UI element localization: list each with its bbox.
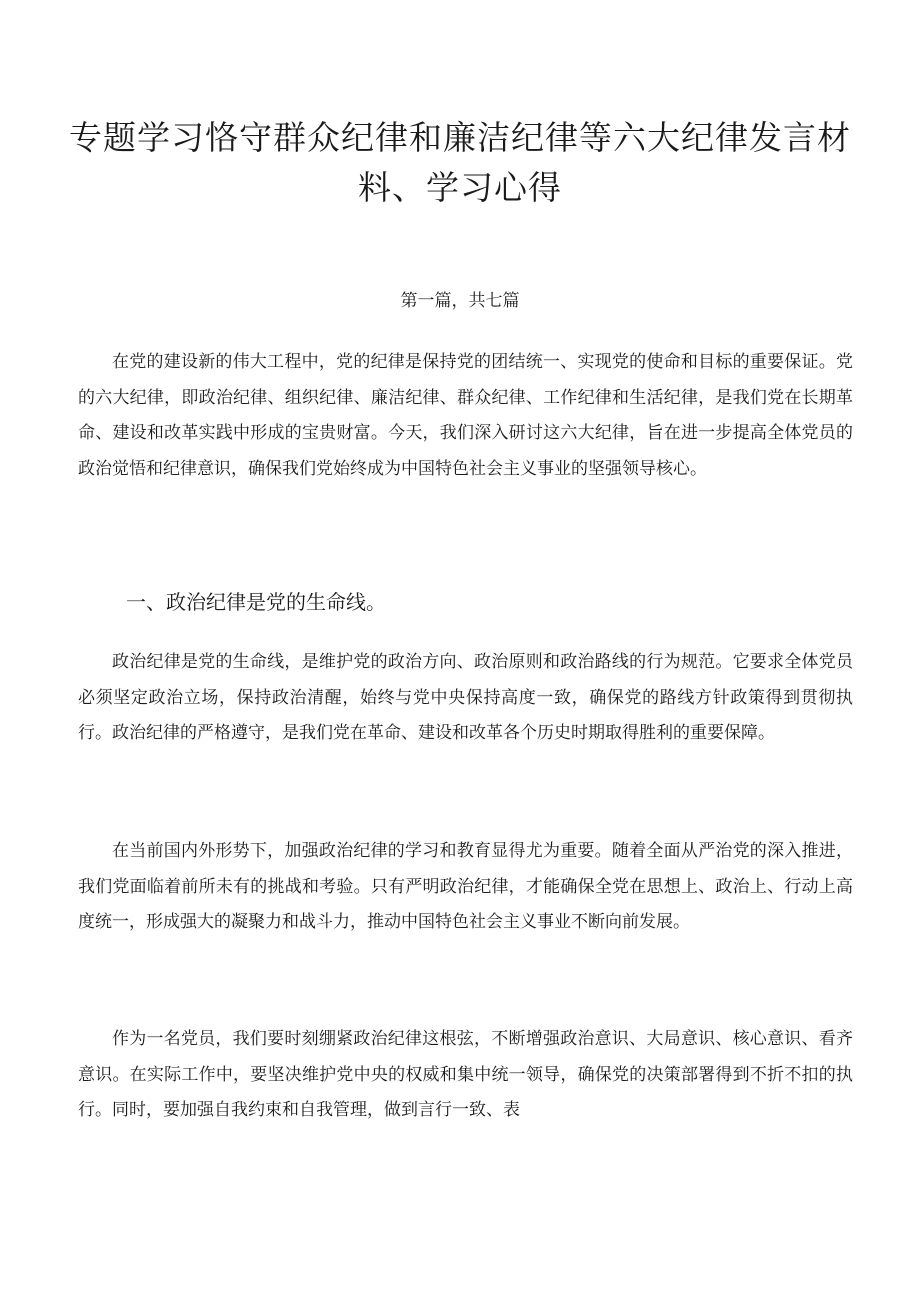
intro-paragraph: 在党的建设新的伟大工程中，党的纪律是保持党的团结统一、实现党的使命和目标的重要保证。党的六大纪律，即政治纪律、组织纪律、廉洁纪律、群众纪律、工作纪律和生活纪律，是我们党在长期革命、建设和改革实践中形成的宝贵财富。今天，我们深入研讨这六大纪律，旨在进一步提高全体党员的政治觉悟和纪律意识，确保我们党始终成为中国特色社会主义事业的坚强领导核心。 [78, 352, 853, 479]
document-title: 专题学习恪守群众纪律和廉洁纪律等六大纪律发言材料、学习心得 [69, 118, 851, 207]
section-heading: 一、政治纪律是党的生命线。 [126, 590, 386, 614]
body-paragraph: 作为一名党员，我们要时刻绷紧政治纪律这根弦，不断增强政治意识、大局意识、核心意识、看齐意识。在实际工作中，要坚决维护党中央的权威和集中统一领导，确保党的决策部署得到不折不扣的执行。同时，要加强自我约束和自我管理，做到言行一致、表 [78, 1029, 853, 1121]
document-subtitle: 第一篇，共七篇 [400, 291, 520, 311]
body-paragraph: 在当前国内外形势下，加强政治纪律的学习和教育显得尤为重要。随着全面从严治党的深入推进，我们党面临着前所未有的挑战和考验。只有严明政治纪律，才能确保全党在思想上、政治上、行动上高度统一，形成强大的凝聚力和战斗力，推动中国特色社会主义事业不断向前发展。 [78, 841, 853, 933]
body-paragraph: 政治纪律是党的生命线，是维护党的政治方向、政治原则和政治路线的行为规范。它要求全体党员必须坚定政治立场，保持政治清醒，始终与党中央保持高度一致，确保党的路线方针政策得到贯彻执行。政治纪律的严格遵守，是我们党在革命、建设和改革各个历史时期取得胜利的重要保障。 [78, 652, 853, 744]
